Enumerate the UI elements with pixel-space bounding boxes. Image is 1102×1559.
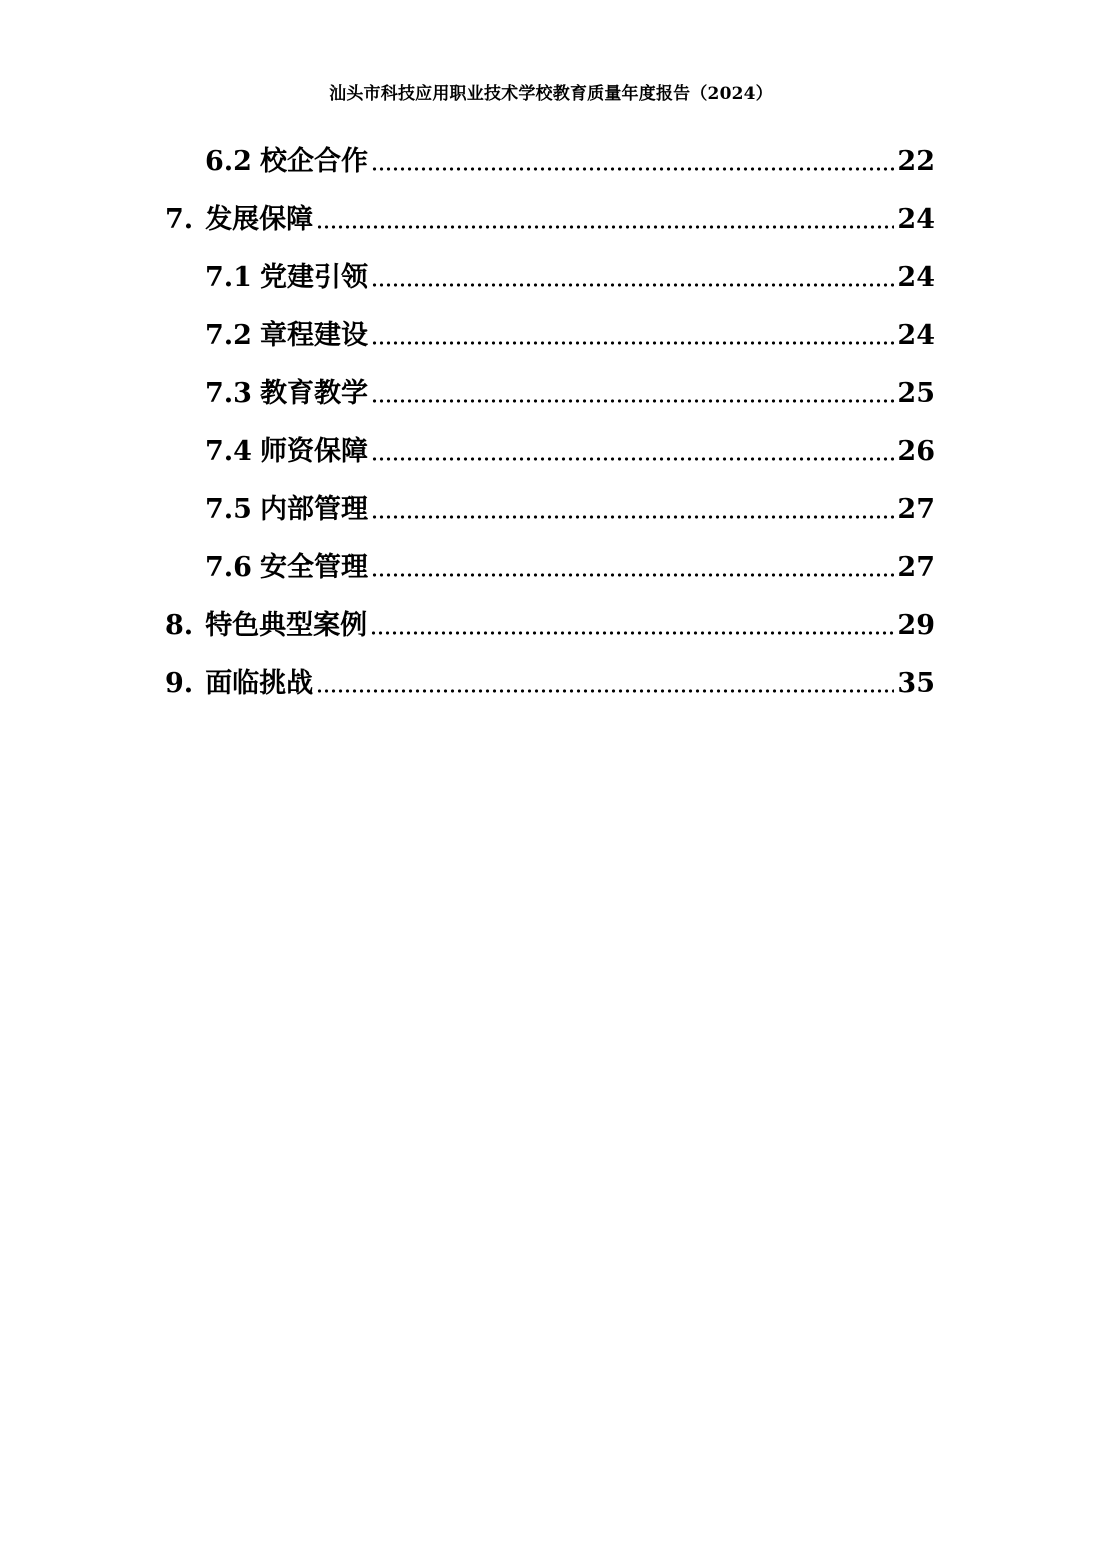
toc-entry-title: 校企合作	[259, 146, 368, 177]
toc-entry[interactable]	[205, 429, 935, 469]
toc-entry-number: 6.2	[205, 146, 252, 177]
toc-entry[interactable]	[205, 487, 935, 527]
toc-entry-page: 27	[897, 552, 935, 583]
toc-entry[interactable]	[205, 313, 935, 353]
toc-dot-leader	[371, 165, 894, 173]
toc-entry-title: 师资保障	[259, 436, 368, 467]
toc-entry-page: 25	[897, 378, 935, 409]
toc-dot-leader	[371, 397, 894, 405]
toc-entry-number: 9.	[165, 668, 194, 699]
toc-entry-page: 24	[897, 204, 935, 235]
toc-entry-number: 8.	[165, 610, 194, 641]
toc-entry-number: 7.3	[205, 378, 252, 409]
toc-dot-leader	[371, 571, 894, 579]
toc-entry-page: 27	[897, 494, 935, 525]
toc-dot-leader	[371, 281, 894, 289]
toc-entry-title: 特色典型案例	[205, 610, 368, 641]
toc-entry-number: 7.2	[205, 320, 252, 351]
toc-entry-page: 24	[897, 262, 935, 293]
toc-entry-number: 7.4	[205, 436, 252, 467]
toc-entry[interactable]	[205, 545, 935, 585]
toc-entry-title: 发展保障	[205, 204, 314, 235]
toc-entry-title: 内部管理	[259, 494, 368, 525]
toc-dot-leader	[370, 629, 894, 637]
toc-entry-page: 29	[897, 610, 935, 641]
toc-dot-leader	[371, 513, 894, 521]
toc-entry[interactable]	[205, 139, 935, 179]
toc-entry[interactable]	[205, 255, 935, 295]
toc-entry[interactable]	[205, 371, 935, 411]
toc-dot-leader	[316, 687, 894, 695]
toc-entry-title: 章程建设	[259, 320, 368, 351]
toc-entry-page: 24	[897, 320, 935, 351]
toc-entry[interactable]	[165, 603, 935, 643]
toc-entry-page: 26	[897, 436, 935, 467]
toc-dot-leader	[371, 339, 894, 347]
toc-entry-title: 党建引领	[259, 262, 368, 293]
toc-entry-title: 面临挑战	[205, 668, 314, 699]
toc-entry-number: 7.6	[205, 552, 252, 583]
toc-entry-number: 7.5	[205, 494, 252, 525]
toc-entry[interactable]	[165, 661, 935, 701]
toc-entry-title: 安全管理	[259, 552, 368, 583]
toc-entry-number: 7.1	[205, 262, 252, 293]
toc-entry-number: 7.	[165, 204, 194, 235]
toc-dot-leader	[316, 223, 894, 231]
toc-entry[interactable]	[165, 197, 935, 237]
page-header: 汕头市科技应用职业技术学校教育质量年度报告（2024）	[329, 84, 773, 104]
toc-dot-leader	[371, 455, 894, 463]
toc-entry-page: 22	[897, 146, 935, 177]
toc-entry-page: 35	[897, 668, 935, 699]
toc-entry-title: 教育教学	[259, 378, 368, 409]
